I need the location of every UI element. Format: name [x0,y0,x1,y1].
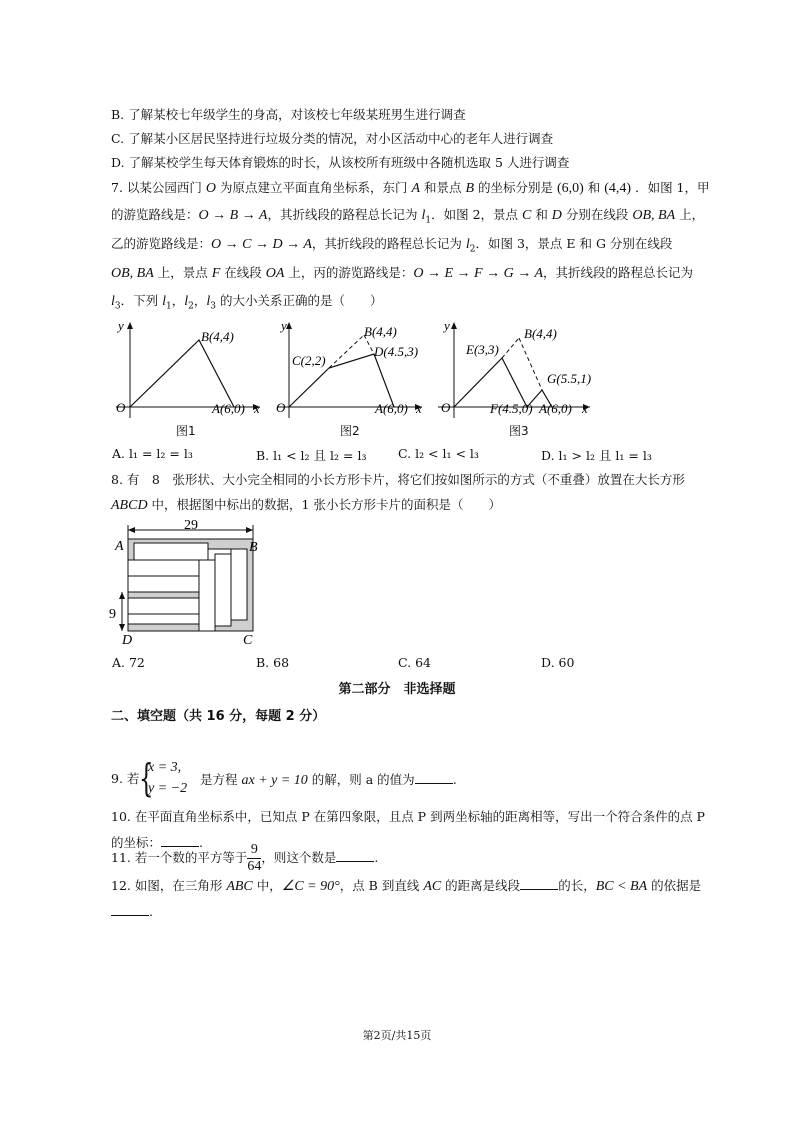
point-c-label: C(2,2) [292,353,326,368]
figure-3-caption: 图3 [509,424,529,438]
q7-figure-2 [272,318,432,418]
part-2-title: 第二部分 非选择题 [338,682,456,697]
point-d-label: D(4.5,3) [374,344,419,359]
point-e-label: E(3,3) [466,342,499,357]
origin-label: O [116,400,126,415]
figure-1-caption: 图1 [176,424,196,438]
y-label: y [281,318,287,333]
q10-line-2: 的坐标： . [111,835,203,850]
origin-label: O [441,400,451,415]
point-a-label: A(6,0) [375,401,408,416]
q9-eq-1: x = 3, [148,760,182,775]
origin-label: O [276,400,286,415]
q8-option-c: C. 64 [398,655,431,670]
q7-line-3: 乙的游览路线是：O → C → D → A，其折线段的路程总长记为 $l_2$．如图 3，景点 E 和 G 分别在线段 [111,236,673,255]
q7-option-a: A. l₁ = l₂ = l₃ [112,446,193,461]
point-g-label: G(5.5,1) [547,371,592,386]
q8-figure [108,519,268,647]
q12-line-2: . [111,902,153,921]
q9-eq-2: y = −2 [148,781,188,796]
corner-a-label: A [115,539,124,554]
q9-line: 是方程 ax + y = 10 的解，则 a 的值为 . [200,772,457,788]
page-footer: 第2页/共15页 [362,1029,432,1042]
q11-fraction: $\frac{9}{64}$ [247,842,262,874]
point-b-label: B(4,4) [524,326,557,341]
q12-answer-blank-2[interactable] [111,902,149,916]
q7-line-2: 的游览路线是：O → B → A，其折线段的路程总长记为 $l_1$．如图 2，景点 C 和 D 分别在线段 OB, BA 上， [111,207,705,226]
q7-option-b: B. l₁ < l₂ 且 l₂ = l₃ [256,448,367,463]
q7-line-4: OB, BA 上，景点 F 在线段 OA 上，丙的游览路线是：O → E → F → G → A，其折线段的路程总长记为 [111,265,694,281]
point-a-label: A(6,0) [212,401,245,416]
q7-figure-3 [432,318,597,418]
point-b-label: B(4,4) [364,324,397,339]
route-jia [130,340,234,407]
figure-2-caption: 图2 [340,424,360,438]
y-label: y [118,318,124,333]
y-label: y [444,318,450,333]
corner-d-label: D [122,633,133,648]
q8-option-b: B. 68 [256,655,290,670]
q7-option-d: D. l₁ > l₂ 且 l₁ = l₃ [541,448,652,463]
q11-line: 11. 若一个数的平方等于 $\frac{9}{64}$ ，则这个数是 . [111,842,379,874]
q6-option-c: C. 了解某小区居民坚持进行垃圾分类的情况，对小区活动中心的老年人进行调查 [111,131,554,146]
q8-option-a: A. 72 [112,655,145,670]
x-label: x [582,401,588,416]
point-b-label: B(4,4) [201,329,234,344]
q8-line-1: 8. 有 8 张形状、大小完全相同的小长方形卡片，将它们按如图所示的方式（不重叠）放置在大长方形 [111,472,685,487]
height-label: 9 [109,607,116,622]
q11-answer-blank[interactable] [336,848,374,862]
q7-option-c: C. l₂ < l₁ < l₃ [398,446,479,461]
point-a-label: A(6,0) [539,401,572,416]
q6-option-d: D. 了解某校学生每天体育锻炼的时长，从该校所有班级中各随机选取 5 人进行调查 [111,155,570,170]
x-label: x [254,401,260,416]
q7-line-5: $l_3$．下列 $l_1$，$l_2$，$l_3$ 的大小关系正确的是（ ） [111,293,383,312]
route-bing [454,358,552,407]
q12-line-1: 12. 如图，在三角形 ABC 中，∠C = 90°，点 B 到直线 AC 的距离是线段 的长，BC < BA 的依据是 [111,878,702,894]
q7-figure-1 [110,318,270,418]
x-label: x [416,401,422,416]
q9-prefix: 9. 若 [111,771,140,786]
section-2-heading: 二、填空题（共 16 分，每题 2 分） [111,709,326,724]
q8-option-d: D. 60 [541,655,575,670]
q10-line-1: 10. 在平面直角坐标系中，已知点 P 在第四象限，且点 P 到两坐标轴的距离相等，写出一个符合条件的点 P [111,809,705,824]
point-f-label: F(4.5,0) [490,401,533,416]
q8-line-2: ABCD 中，根据图中标出的数据，1 张小长方形卡片的面积是（ ） [111,497,501,513]
corner-c-label: C [243,633,253,648]
width-label: 29 [184,518,198,533]
q12-answer-blank-1[interactable] [520,876,558,890]
corner-b-label: B [249,540,258,555]
q9-answer-blank[interactable] [415,770,453,784]
q7-line-1: 7. 以某公园西门 O 为原点建立平面直角坐标系，东门 A 和景点 B 的坐标分别是 (6,0) 和 (4,4) ．如图 1，甲 [111,180,710,196]
q6-option-b: B. 了解某校七年级学生的身高，对该校七年级某班男生进行调查 [111,107,466,122]
q9-brace: { [139,756,154,800]
